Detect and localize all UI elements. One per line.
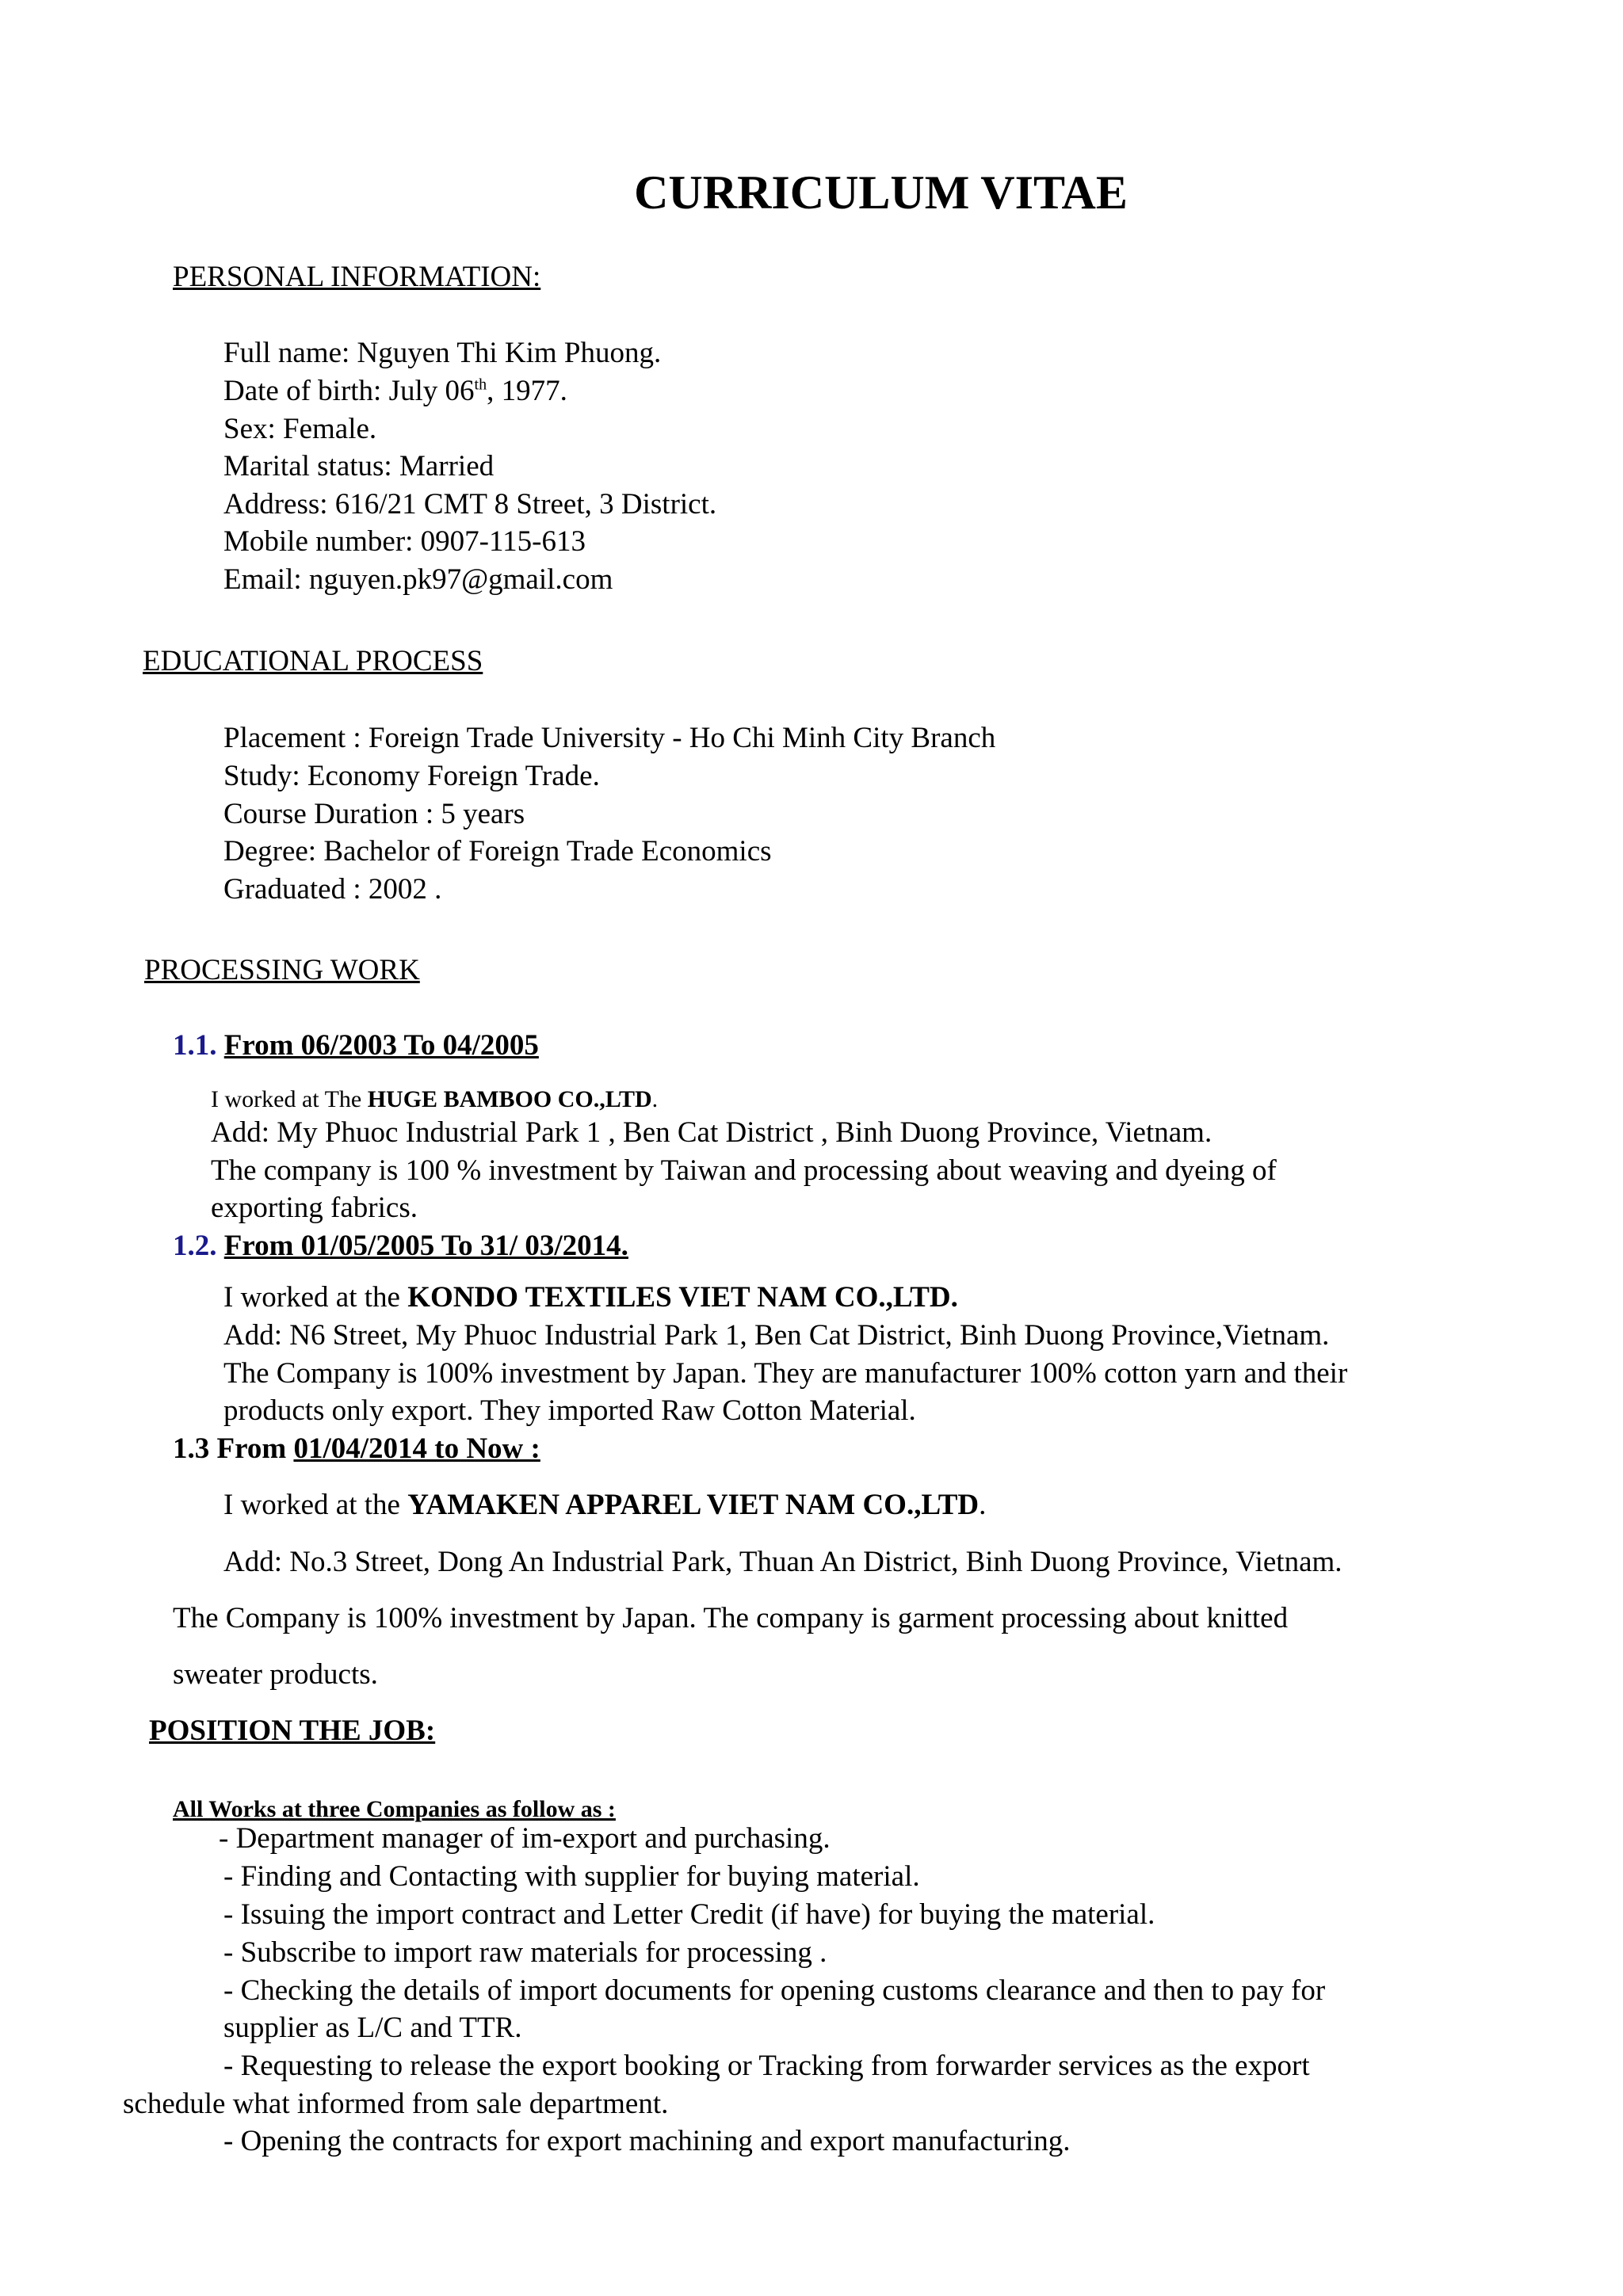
sex: Sex: Female. xyxy=(223,413,377,445)
job1-desc-line1: The company is 100 % investment by Taiwan and processing about weaving and dyeing of xyxy=(211,1154,1277,1187)
date-of-birth xyxy=(223,374,567,409)
marital-status: Marital status: Married xyxy=(223,450,495,482)
education-study: Study: Economy Foreign Trade. xyxy=(223,760,600,792)
position-item-2: - Finding and Contacting with supplier for buying material. xyxy=(223,1860,920,1893)
dob-text: Date of birth: July 06 xyxy=(223,375,475,407)
education-heading: EDUCATIONAL PROCESS xyxy=(143,645,483,677)
job1-worked-suffix: . xyxy=(651,1086,659,1112)
job2-address: Add: N6 Street, My Phuoc Industrial Park 1, Ben Cat District, Binh Duong Province,Vietnam. xyxy=(223,1319,1330,1352)
job3-worked-text: I worked at the xyxy=(223,1489,408,1521)
job2-company: KONDO TEXTILES VIET NAM CO.,LTD. xyxy=(407,1281,958,1314)
job3-period: 01/04/2014 to Now : xyxy=(293,1432,540,1465)
dob-superscript: th xyxy=(474,376,487,394)
job1-address: Add: My Phuoc Industrial Park 1 , Ben Cat District , Binh Duong Province, Vietnam. xyxy=(211,1116,1212,1149)
dob-year: , 1977. xyxy=(487,375,567,407)
job1-worked-text: I worked at The xyxy=(211,1086,368,1112)
work-heading: PROCESSING WORK xyxy=(144,954,420,986)
position-item-7: - Opening the contracts for export machining and export manufacturing. xyxy=(223,2125,1071,2157)
job3-address: Add: No.3 Street, Dong An Industrial Park, Thuan An District, Binh Duong Province, Vietnam. xyxy=(223,1546,1342,1578)
job3-number: 1.3 From xyxy=(173,1432,294,1465)
position-item-6-cont: schedule what informed from sale department. xyxy=(123,2088,669,2120)
job2-header xyxy=(173,1229,628,1264)
position-item-5-cont: supplier as L/C and TTR. xyxy=(223,2012,522,2044)
education-duration: Course Duration : 5 years xyxy=(223,798,525,830)
education-graduated: Graduated : 2002 . xyxy=(223,873,442,906)
position-item-3: - Issuing the import contract and Letter Credit (if have) for buying the material. xyxy=(223,1898,1155,1931)
education-degree: Degree: Bachelor of Foreign Trade Economics xyxy=(223,835,772,868)
job1-worked xyxy=(211,1082,658,1117)
position-heading: POSITION THE JOB: xyxy=(149,1714,436,1747)
education-placement: Placement : Foreign Trade University - Ho Chi Minh City Branch xyxy=(223,722,996,754)
address: Address: 616/21 CMT 8 Street, 3 District. xyxy=(223,488,717,521)
job3-company: YAMAKEN APPAREL VIET NAM CO.,LTD xyxy=(407,1489,980,1521)
position-item-4: - Subscribe to import raw materials for processing . xyxy=(223,1936,827,1969)
position-item-6: - Requesting to release the export booking or Tracking from forwarder services as the export xyxy=(223,2050,1310,2082)
job3-desc-line2: sweater products. xyxy=(173,1658,378,1691)
job1-header xyxy=(173,1028,539,1063)
position-item-5: - Checking the details of import documents for opening customs clearance and then to pay for xyxy=(223,1974,1326,2007)
job3-header xyxy=(173,1432,540,1466)
job1-number: 1.1. xyxy=(173,1029,217,1062)
job2-period: From 01/05/2005 To 31/ 03/2014. xyxy=(223,1230,628,1262)
job1-desc-line2: exporting fabrics. xyxy=(211,1192,418,1224)
position-item-1: - Department manager of im-export and purchasing. xyxy=(219,1822,831,1855)
personal-heading: PERSONAL INFORMATION: xyxy=(173,261,541,293)
job2-desc-line2: products only export. They imported Raw Cotton Material. xyxy=(223,1394,916,1427)
mobile-number: Mobile number: 0907-115-613 xyxy=(223,525,586,558)
full-name: Full name: Nguyen Thi Kim Phuong. xyxy=(223,337,662,369)
job1-company: HUGE BAMBOO CO.,LTD xyxy=(367,1086,652,1112)
job2-number: 1.2. xyxy=(173,1230,217,1262)
job2-worked-text: I worked at the xyxy=(223,1281,408,1314)
job3-worked xyxy=(223,1488,986,1523)
document-title: CURRICULUM VITAE xyxy=(634,166,1128,219)
position-subheading: All Works at three Companies as follow as : xyxy=(173,1796,616,1822)
job1-period: From 06/2003 To 04/2005 xyxy=(223,1029,539,1062)
job3-worked-suffix: . xyxy=(979,1489,987,1521)
job2-desc-line1: The Company is 100% investment by Japan. They are manufacturer 100% cotton yarn and their xyxy=(223,1357,1348,1390)
job2-worked xyxy=(223,1280,958,1315)
job3-desc-line1: The Company is 100% investment by Japan. The company is garment processing about knitted xyxy=(173,1602,1289,1634)
email: Email: nguyen.pk97@gmail.com xyxy=(223,563,613,596)
